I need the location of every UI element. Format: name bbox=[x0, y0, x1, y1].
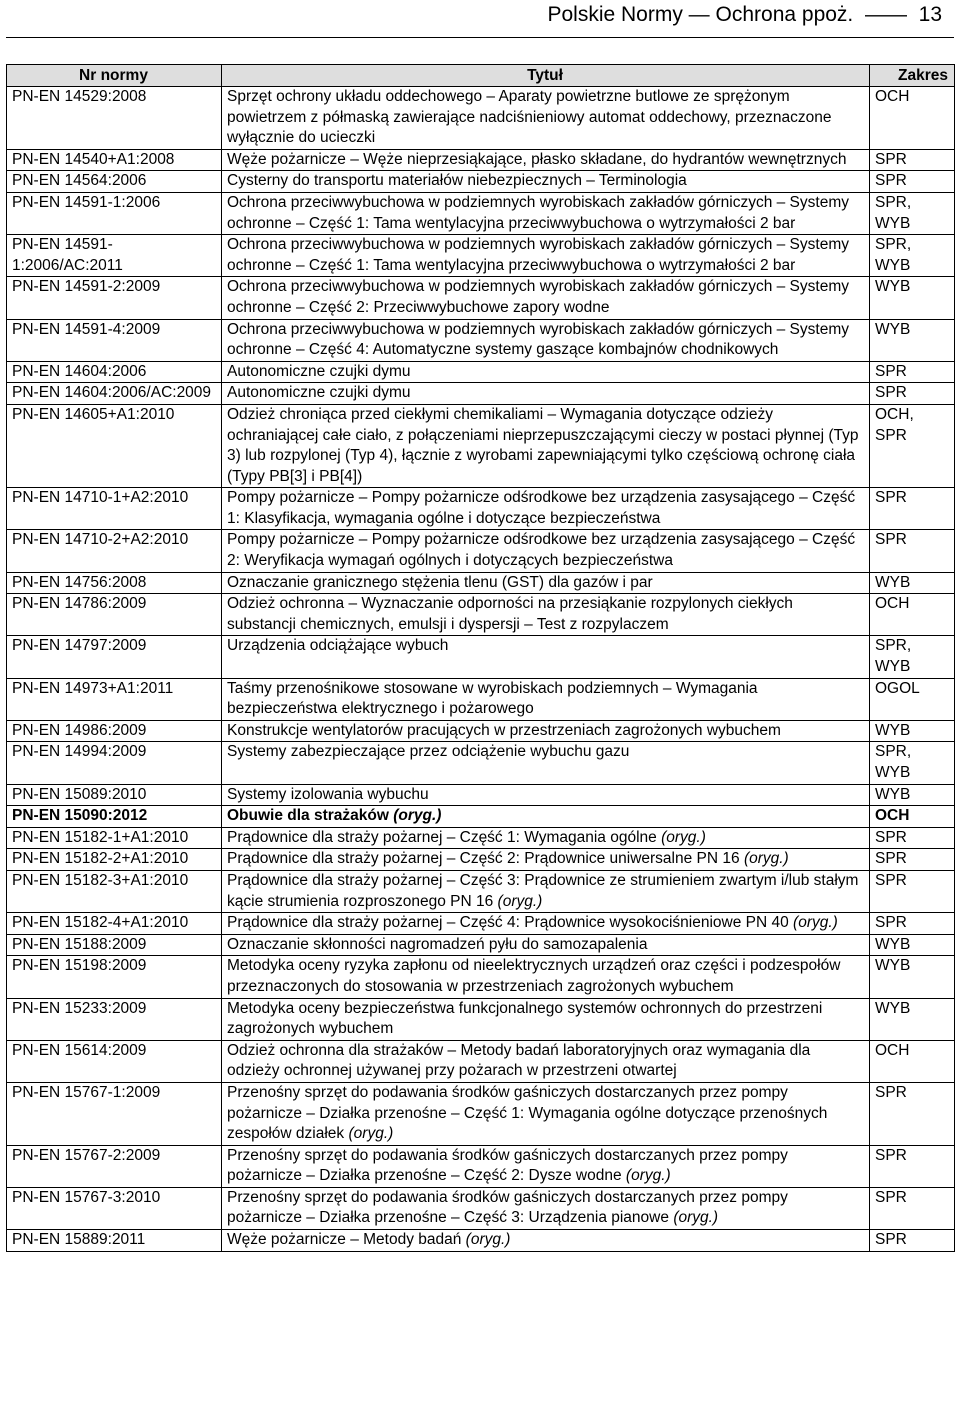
standard-scope: WYB bbox=[870, 934, 955, 956]
table-row bbox=[7, 87, 955, 150]
standard-scope: SPR bbox=[870, 849, 955, 871]
table-row bbox=[7, 720, 955, 742]
standard-number: PN-EN 14710-1+A2:2010 bbox=[7, 488, 222, 530]
standard-title: Konstrukcje wentylatorów pracujących w przestrzeniach zagrożonych wybuchem bbox=[227, 721, 781, 739]
standard-scope: SPR bbox=[870, 383, 955, 405]
original-language-note: (oryg.) bbox=[497, 892, 543, 910]
table-row bbox=[7, 742, 955, 784]
standard-scope: WYB bbox=[870, 277, 955, 319]
standard-title-cell bbox=[222, 636, 870, 678]
standard-scope: OCH bbox=[870, 87, 955, 150]
table-row bbox=[7, 488, 955, 530]
standard-number: PN-EN 15182-1+A1:2010 bbox=[7, 827, 222, 849]
standard-title-cell bbox=[222, 192, 870, 234]
standard-scope: WYB bbox=[870, 319, 955, 361]
standard-title: Cysterny do transportu materiałów niebezpiecznych – Terminologia bbox=[227, 172, 687, 190]
standard-title-cell bbox=[222, 742, 870, 784]
standard-title-cell bbox=[222, 678, 870, 720]
standard-scope: SPR, WYB bbox=[870, 742, 955, 784]
standard-scope: SPR, WYB bbox=[870, 235, 955, 277]
standard-title-cell bbox=[222, 319, 870, 361]
table-row bbox=[7, 171, 955, 193]
original-language-note: (oryg.) bbox=[393, 807, 442, 825]
standard-number: PN-EN 14605+A1:2010 bbox=[7, 404, 222, 487]
standard-scope: SPR bbox=[870, 1230, 955, 1252]
standard-title-cell bbox=[222, 849, 870, 871]
standard-title: Przenośny sprzęt do podawania środków gaśniczych dostarczanych przez pompy pożarnicze – Działka przenośne – Część 2: Dysze wodne bbox=[227, 1146, 788, 1185]
standard-scope: SPR bbox=[870, 1187, 955, 1229]
standard-title: Urządzenia odciążające wybuch bbox=[227, 637, 449, 655]
standard-title-cell bbox=[222, 594, 870, 636]
standard-title: Autonomiczne czujki dymu bbox=[227, 362, 411, 380]
standard-title-cell bbox=[222, 235, 870, 277]
standard-number: PN-EN 15090:2012 bbox=[7, 806, 222, 828]
standard-number: PN-EN 15889:2011 bbox=[7, 1230, 222, 1252]
table-row bbox=[7, 1145, 955, 1187]
table-row bbox=[7, 1187, 955, 1229]
table-row bbox=[7, 636, 955, 678]
standard-number: PN-EN 15182-2+A1:2010 bbox=[7, 849, 222, 871]
standard-number: PN-EN 15233:2009 bbox=[7, 998, 222, 1040]
standard-title: Ochrona przeciwwybuchowa w podziemnych wyrobiskach zakładów górniczych – Systemy ochronne – Część 1: Tama wentylacyjna przeciwwybuchowa o wytrzymałości 2 bar bbox=[227, 193, 849, 232]
standard-number: PN-EN 15188:2009 bbox=[7, 934, 222, 956]
original-language-note: (oryg.) bbox=[465, 1231, 511, 1249]
standard-scope: SPR bbox=[870, 171, 955, 193]
standard-scope: OCH bbox=[870, 1040, 955, 1082]
table-row bbox=[7, 572, 955, 594]
standard-title: Oznaczanie granicznego stężenia tlenu (GST) dla gazów i par bbox=[227, 573, 653, 591]
standard-number: PN-EN 15767-3:2010 bbox=[7, 1187, 222, 1229]
standard-scope: SPR bbox=[870, 1082, 955, 1145]
table-row bbox=[7, 956, 955, 998]
standard-title-cell bbox=[222, 87, 870, 150]
standard-title-cell bbox=[222, 827, 870, 849]
standard-title-cell bbox=[222, 806, 870, 828]
table-row bbox=[7, 934, 955, 956]
standard-scope: OCH, SPR bbox=[870, 404, 955, 487]
standard-number: PN-EN 14756:2008 bbox=[7, 572, 222, 594]
original-language-note: (oryg.) bbox=[793, 914, 838, 932]
standard-title-cell bbox=[222, 530, 870, 572]
table-row bbox=[7, 361, 955, 383]
standard-title-cell bbox=[222, 488, 870, 530]
standard-number: PN-EN 14604:2006/AC:2009 bbox=[7, 383, 222, 405]
table-header-row bbox=[7, 65, 955, 87]
original-language-note: (oryg.) bbox=[348, 1125, 394, 1143]
table-row bbox=[7, 1040, 955, 1082]
standard-title: Ochrona przeciwwybuchowa w podziemnych wyrobiskach zakładów górniczych – Systemy ochronne – Część 2: Przeciwwybuchowe zapory wodne bbox=[227, 278, 849, 316]
header-title: Polskie Normy — Ochrona ppoż. bbox=[547, 3, 854, 26]
standard-title: Pompy pożarnicze – Pompy pożarnicze odśrodkowe bez urządzenia zasysającego – Część 1: Klasyfikacja, wymagania ogólne i dotyczące bezpieczeństwa bbox=[227, 489, 856, 527]
original-language-note: (oryg.) bbox=[625, 1167, 671, 1185]
running-header bbox=[547, 2, 942, 28]
original-language-note: (oryg.) bbox=[673, 1209, 719, 1227]
table-row bbox=[7, 404, 955, 487]
standard-title-cell bbox=[222, 1230, 870, 1252]
standard-title: Oznaczanie skłonności nagromadzeń pyłu do samozapalenia bbox=[227, 935, 648, 953]
standard-number: PN-EN 15614:2009 bbox=[7, 1040, 222, 1082]
standard-title-cell bbox=[222, 383, 870, 405]
standard-number: PN-EN 14786:2009 bbox=[7, 594, 222, 636]
standard-number: PN-EN 14604:2006 bbox=[7, 361, 222, 383]
standard-title: Węże pożarnicze – Węże nieprzesiąkające, płasko składane, do hydrantów wewnętrznych bbox=[227, 150, 847, 168]
standard-scope: WYB bbox=[870, 572, 955, 594]
table-row bbox=[7, 149, 955, 171]
standard-title-cell bbox=[222, 1145, 870, 1187]
standard-number: PN-EN 15182-4+A1:2010 bbox=[7, 913, 222, 935]
standard-title-cell bbox=[222, 404, 870, 487]
table-row bbox=[7, 806, 955, 828]
table-row bbox=[7, 192, 955, 234]
standard-number: PN-EN 14710-2+A2:2010 bbox=[7, 530, 222, 572]
standard-title: Metodyka oceny ryzyka zapłonu od nieelektrycznych urządzeń oraz części i podzespołów przeznaczonych do stosowania w przestrzeniach zagrożonych wybuchem bbox=[227, 957, 841, 995]
standard-title-cell bbox=[222, 277, 870, 319]
standard-scope: OGOL bbox=[870, 678, 955, 720]
standard-number: PN-EN 14591-1:2006/AC:2011 bbox=[7, 235, 222, 277]
standard-title: Systemy izolowania wybuchu bbox=[227, 785, 429, 803]
table-row bbox=[7, 784, 955, 806]
standard-title-cell bbox=[222, 720, 870, 742]
standard-scope: OCH bbox=[870, 806, 955, 828]
page-header bbox=[0, 0, 960, 40]
table-row bbox=[7, 319, 955, 361]
table-row bbox=[7, 678, 955, 720]
standard-title: Prądownice dla straży pożarnej – Część 2: Prądownice uniwersalne PN 16 bbox=[227, 850, 740, 868]
standard-number: PN-EN 14797:2009 bbox=[7, 636, 222, 678]
original-language-note: (oryg.) bbox=[743, 850, 789, 868]
table-row bbox=[7, 277, 955, 319]
standard-scope: SPR bbox=[870, 488, 955, 530]
table-row bbox=[7, 594, 955, 636]
table-row bbox=[7, 849, 955, 871]
standard-scope: WYB bbox=[870, 720, 955, 742]
standard-title: Przenośny sprzęt do podawania środków gaśniczych dostarczanych przez pompy pożarnicze – Działka przenośne – Część 1: Wymagania ogólne dotyczące przenośnych zespołów działek bbox=[227, 1083, 828, 1143]
column-header-scope: Zakres bbox=[870, 65, 955, 87]
standard-title: Pompy pożarnicze – Pompy pożarnicze odśrodkowe bez urządzenia zasysającego – Część 2: Weryfikacja wymagań ogólnych i dotyczących bezpieczeństwa bbox=[227, 531, 856, 570]
original-language-note: (oryg.) bbox=[661, 828, 706, 846]
standard-scope: WYB bbox=[870, 956, 955, 998]
table-row bbox=[7, 827, 955, 849]
standard-title: Prądownice dla straży pożarnej – Część 4: Prądownice wysokociśnieniowe PN 40 bbox=[227, 914, 789, 932]
header-rule bbox=[6, 37, 954, 38]
standard-title: Odzież chroniąca przed ciekłymi chemikaliami – Wymagania dotyczące odzieży ochraniającej całe ciało, z połączeniami nieprzepuszczającymi cieczy w postaci płynnej (Typ 3) lub rozpylonej (Typ 4), łącznie z wyrobami zapewniającymi tylko częściową ochronę ciała (Typy PB[3] i PB[4]) bbox=[227, 405, 859, 485]
standard-title: Przenośny sprzęt do podawania środków gaśniczych dostarczanych przez pompy pożarnicze – Działka przenośne – Część 3: Urządzenia pianowe bbox=[227, 1188, 788, 1227]
standard-scope: SPR, WYB bbox=[870, 192, 955, 234]
table-row bbox=[7, 235, 955, 277]
standard-title-cell bbox=[222, 1187, 870, 1229]
standard-scope: WYB bbox=[870, 784, 955, 806]
standard-title-cell bbox=[222, 934, 870, 956]
table-row bbox=[7, 530, 955, 572]
standard-scope: SPR bbox=[870, 149, 955, 171]
standard-number: PN-EN 15089:2010 bbox=[7, 784, 222, 806]
standard-number: PN-EN 15198:2009 bbox=[7, 956, 222, 998]
standard-title: Ochrona przeciwwybuchowa w podziemnych wyrobiskach zakładów górniczych – Systemy ochronne – Część 4: Automatyczne systemy gaszące kombajnów chodnikowych bbox=[227, 320, 849, 359]
standard-title: Systemy zabezpieczające przez odciążenie wybuchu gazu bbox=[227, 743, 630, 761]
standard-number: PN-EN 15767-2:2009 bbox=[7, 1145, 222, 1187]
table-row bbox=[7, 1082, 955, 1145]
standard-scope: SPR bbox=[870, 530, 955, 572]
standard-title-cell bbox=[222, 913, 870, 935]
table-row bbox=[7, 998, 955, 1040]
standard-scope: SPR bbox=[870, 361, 955, 383]
column-header-title: Tytuł bbox=[222, 65, 870, 87]
standard-scope: SPR bbox=[870, 913, 955, 935]
standard-title-cell bbox=[222, 870, 870, 912]
header-dash: —— bbox=[859, 3, 913, 26]
standard-title-cell bbox=[222, 1040, 870, 1082]
table-body bbox=[7, 87, 955, 1252]
standard-title: Sprzęt ochrony układu oddechowego – Aparaty powietrzne butlowe ze sprężonym powietrzem z półmaską zawierające nadciśnieniowy automat oddechowy, przeznaczone wyłącznie do ucieczki bbox=[227, 88, 832, 147]
standard-title-cell bbox=[222, 1082, 870, 1145]
standard-number: PN-EN 14973+A1:2011 bbox=[7, 678, 222, 720]
table-row bbox=[7, 870, 955, 912]
standard-number: PN-EN 15182-3+A1:2010 bbox=[7, 870, 222, 912]
standard-number: PN-EN 15767-1:2009 bbox=[7, 1082, 222, 1145]
standard-title-cell bbox=[222, 998, 870, 1040]
standard-scope: SPR bbox=[870, 870, 955, 912]
standard-title: Taśmy przenośnikowe stosowane w wyrobiskach podziemnych – Wymagania bezpieczeństwa elektrycznego i pożarowego bbox=[227, 679, 758, 718]
standard-title: Obuwie dla strażaków bbox=[227, 807, 389, 825]
standard-title: Odzież ochronna dla strażaków – Metody badań laboratoryjnych oraz wymagania dla odzieży ochronnej używanej przy pożarach w przestrzeni otwartej bbox=[227, 1041, 811, 1080]
table-row bbox=[7, 1230, 955, 1252]
table-row bbox=[7, 913, 955, 935]
standard-number: PN-EN 14564:2006 bbox=[7, 171, 222, 193]
standard-title-cell bbox=[222, 572, 870, 594]
standard-title-cell bbox=[222, 956, 870, 998]
standard-title-cell bbox=[222, 171, 870, 193]
column-header-number: Nr normy bbox=[7, 65, 222, 87]
standard-title: Odzież ochronna – Wyznaczanie odporności na przesiąkanie rozpylonych ciekłych substancji chemicznych, emulsji i dyspersji – Test z rozpylaczem bbox=[227, 595, 793, 633]
standard-title-cell bbox=[222, 361, 870, 383]
standard-title: Ochrona przeciwwybuchowa w podziemnych wyrobiskach zakładów górniczych – Systemy ochronne – Część 1: Tama wentylacyjna przeciwwybuchowa o wytrzymałości 2 bar bbox=[227, 236, 849, 274]
standard-number: PN-EN 14591-1:2006 bbox=[7, 192, 222, 234]
standard-number: PN-EN 14994:2009 bbox=[7, 742, 222, 784]
standard-scope: SPR bbox=[870, 827, 955, 849]
standard-number: PN-EN 14540+A1:2008 bbox=[7, 149, 222, 171]
standard-scope: OCH bbox=[870, 594, 955, 636]
standard-number: PN-EN 14529:2008 bbox=[7, 87, 222, 150]
standard-title-cell bbox=[222, 149, 870, 171]
page-number: 13 bbox=[918, 3, 942, 26]
table-row bbox=[7, 383, 955, 405]
standard-title: Metodyka oceny bezpieczeństwa funkcjonalnego systemów ochronnych do przestrzeni zagrożonych wybuchem bbox=[227, 999, 823, 1038]
standard-title-cell bbox=[222, 784, 870, 806]
standard-title: Węże pożarnicze – Metody badań bbox=[227, 1231, 462, 1249]
standard-number: PN-EN 14591-4:2009 bbox=[7, 319, 222, 361]
standard-title: Autonomiczne czujki dymu bbox=[227, 384, 411, 402]
standard-scope: WYB bbox=[870, 998, 955, 1040]
standard-title: Prądownice dla straży pożarnej – Część 3: Prądownice ze strumieniem zwartym i/lub stałym kącie strumienia rozproszonego PN 16 bbox=[227, 871, 859, 910]
standard-title: Prądownice dla straży pożarnej – Część 1: Wymagania ogólne bbox=[227, 828, 657, 846]
standard-scope: SPR bbox=[870, 1145, 955, 1187]
standard-scope: SPR, WYB bbox=[870, 636, 955, 678]
standard-number: PN-EN 14986:2009 bbox=[7, 720, 222, 742]
standards-table bbox=[6, 64, 955, 1252]
standard-number: PN-EN 14591-2:2009 bbox=[7, 277, 222, 319]
